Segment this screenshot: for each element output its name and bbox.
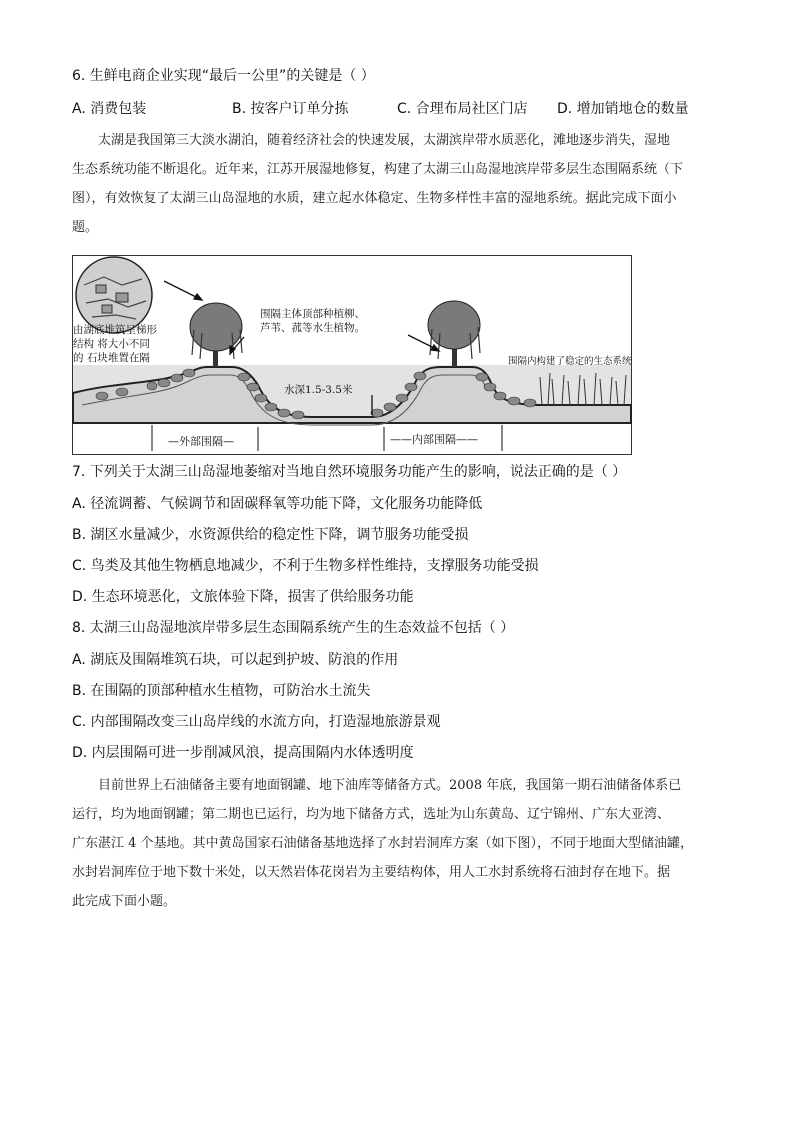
question-7-stem: 7. 下列关于太湖三山岛湿地萎缩对当地自然环境服务功能产生的影响，说法正确的是（ ）: [72, 464, 627, 480]
q8-option-c[interactable]: C. 内部围隔改变三山岛岸线的水流方向，打造湿地旅游景观: [72, 714, 441, 730]
label-stone-line: 由湖底堆筑呈梯形: [73, 324, 157, 336]
passage-line: 水封岩洞库位于地下数十米处，以天然岩体花岗岩为主要结构体，用人工水封系统将石油封存在地下。据: [72, 865, 671, 880]
label-top-line: 芦苇、菰等水生植物。: [260, 322, 365, 334]
magnified-stone-inset: [76, 257, 152, 333]
q8-option-d[interactable]: D. 内层围隔可进一步削减风浪，提高围隔内水体透明度: [72, 745, 414, 761]
passage-line: 题。: [72, 220, 99, 235]
label-stone-line: 的 石块堆置在隔: [73, 352, 150, 364]
passage-line: 此完成下面小题。: [72, 894, 177, 909]
label-outer-enclosure: —外部围隔—: [168, 435, 234, 448]
label-stone-line: 结构 将大小不同: [73, 338, 150, 350]
passage-line: 运行，均为地面钢罐；第二期也已运行，均为地下储备方式，选址为山东黄岛、辽宁锦州、广东大亚湾、: [72, 807, 671, 822]
label-top-line: 围隔主体顶部种植柳、: [260, 308, 365, 320]
q6-option-b[interactable]: B. 按客户订单分拣: [232, 101, 349, 117]
wetland-cross-section-figure: [72, 255, 632, 455]
q7-option-c[interactable]: C. 鸟类及其他生物栖息地减少，不利于生物多样性维持，支撑服务功能受损: [72, 558, 539, 574]
passage-line: 太湖是我国第三大淡水湖泊，随着经济社会的快速发展，太湖滨岸带水质恶化，滩地逐步消失，湿地: [98, 133, 671, 148]
label-stone-structure: [73, 323, 157, 365]
passage-line: 图），有效恢复了太湖三山岛湿地的水质，建立起水体稳定、生物多样性丰富的湿地系统。据此完成下面小: [72, 191, 677, 206]
label-plants-on-top: [260, 307, 365, 335]
passage-line: 广东湛江 4 个基地。其中黄岛国家石油储备基地选择了水封岩洞库方案（如下图），不同于地面大型储油罐，: [72, 836, 694, 851]
q6-option-d[interactable]: D. 增加销地仓的数量: [557, 101, 689, 117]
passage-taihu: [72, 126, 727, 242]
label-water-depth: 水深1.5-3.5米: [284, 384, 353, 396]
q6-option-c[interactable]: C. 合理布局社区门店: [397, 101, 528, 117]
q7-option-a[interactable]: A. 径流调蓄、气候调节和固碳释氧等功能下降，文化服务功能降低: [72, 496, 483, 512]
passage-oil-reserve: [72, 771, 727, 916]
question-8-stem: 8. 太湖三山岛湿地滨岸带多层生态围隔系统产生的生态效益不包括（ ）: [72, 620, 515, 636]
passage-line: 目前世界上石油储备主要有地面钢罐、地下油库等储备方式。2008 年底，我国第一期石油储备体系已: [98, 778, 682, 793]
q8-option-a[interactable]: A. 湖底及围隔堆筑石块，可以起到护坡、防浪的作用: [72, 652, 399, 668]
q7-option-b[interactable]: B. 湖区水量减少，水资源供给的稳定性下降，调节服务功能受损: [72, 527, 469, 543]
passage-line: 生态系统功能不断退化。近年来，江苏开展湿地修复，构建了太湖三山岛湿地滨岸带多层生态围隔系统（下: [72, 162, 684, 177]
q8-option-b[interactable]: B. 在围隔的顶部种植水生植物，可防治水土流失: [72, 683, 371, 699]
label-stable-ecosystem: 围隔内构建了稳定的生态系统: [508, 356, 632, 367]
question-6-stem: 6. 生鲜电商企业实现“最后一公里”的关键是（ ）: [72, 68, 375, 84]
q6-option-a[interactable]: A. 消费包装: [72, 101, 147, 117]
label-inner-enclosure: ——内部围隔——: [390, 433, 478, 446]
q7-option-d[interactable]: D. 生态环境恶化，文旅体验下降，损害了供给服务功能: [72, 589, 414, 605]
